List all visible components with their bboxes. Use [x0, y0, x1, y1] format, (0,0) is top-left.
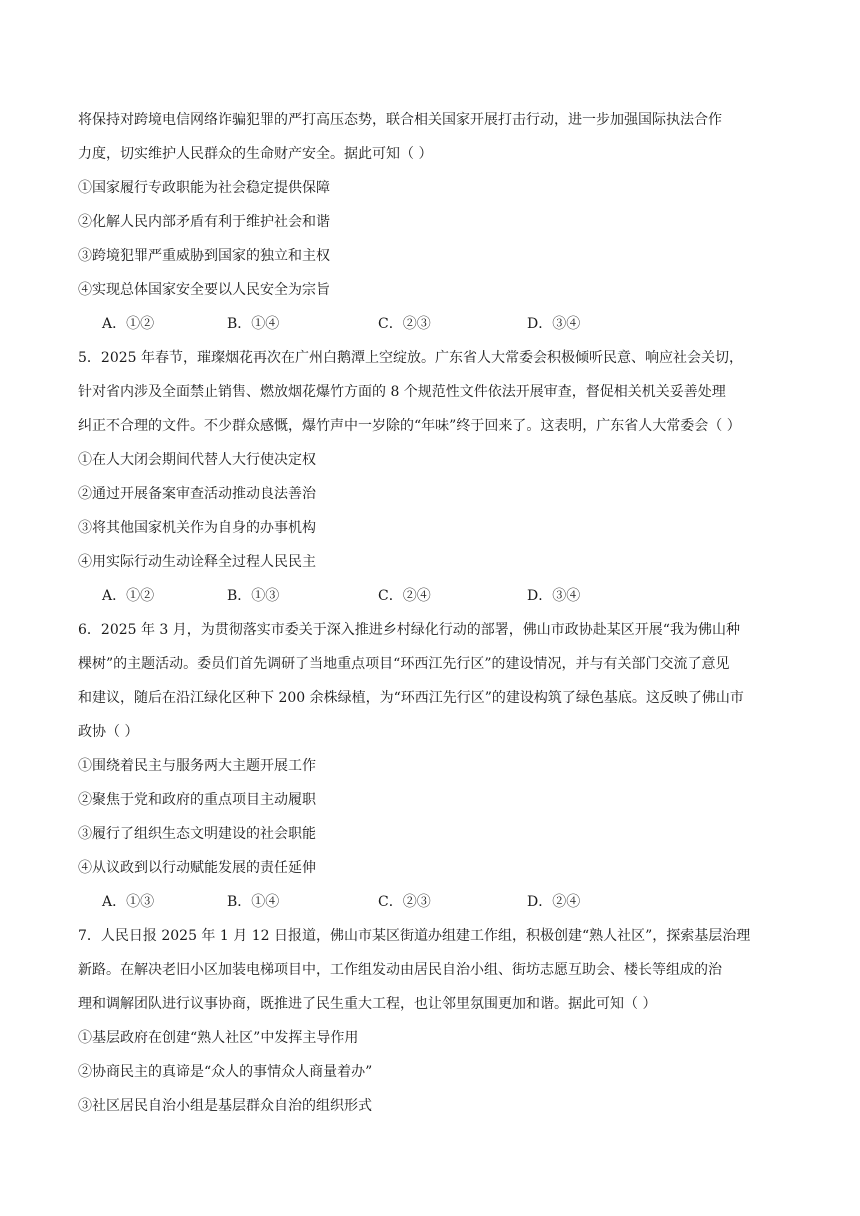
q6-option-d: D．②④ [527, 894, 581, 910]
q6-item-2: ②聚焦于党和政府的重点项目主动履职 [78, 792, 316, 808]
q6-option-c: C．②③ [378, 894, 431, 910]
q6-option-a: A．①③ [102, 894, 155, 910]
q7-stem-line-1: 7．人民日报 2025 年 1 月 12 日报道，佛山市某区街道办组建工作组，积极创建“熟人社区”，探索基层治理 [78, 928, 751, 944]
q6-item-3: ③履行了组织生态文明建设的社会职能 [78, 826, 316, 842]
q4-item-3: ③跨境犯罪严重威胁到国家的独立和主权 [78, 248, 330, 264]
q6-stem-line-4: 政协（ ） [78, 724, 139, 740]
q5-stem-line-3: 纠正不合理的文件。不少群众感慨，爆竹声中一岁除的“年味”终于回来了。这表明，广东省人大常委会（ ） [78, 418, 741, 434]
q4-stem-line-2: 力度，切实维护人民群众的生命财产安全。据此可知（ ） [78, 146, 433, 162]
q7-item-2: ②协商民主的真谛是“众人的事情众人商量着办” [78, 1064, 373, 1080]
q7-item-1: ①基层政府在创建“熟人社区”中发挥主导作用 [78, 1030, 359, 1046]
q4-stem-line-1: 将保持对跨境电信网络诈骗犯罪的严打高压态势，联合相关国家开展打击行动，进一步加强国际执法合作 [78, 112, 722, 128]
q4-item-4: ④实现总体国家安全要以人民安全为宗旨 [78, 282, 330, 298]
q5-item-4: ④用实际行动生动诠释全过程人民民主 [78, 554, 316, 570]
q7-stem-line-3: 理和调解团队进行议事协商，既推进了民生重大工程，也让邻里氛围更加和谐。据此可知（ ） [78, 996, 657, 1012]
q4-option-d: D．③④ [527, 316, 581, 332]
q7-stem-line-2: 新路。在解决老旧小区加装电梯项目中，工作组发动由居民自治小组、街坊志愿互助会、楼长等组成的治 [78, 962, 722, 978]
q5-option-a: A．①② [102, 588, 155, 604]
q5-option-c: C．②④ [378, 588, 431, 604]
q6-stem-line-3: 和建议，随后在沿江绿化区种下 200 余株绿植，为“环西江先行区”的建设构筑了绿色基底。这反映了佛山市 [78, 690, 744, 706]
q5-item-3: ③将其他国家机关作为自身的办事机构 [78, 520, 316, 536]
q6-item-4: ④从议政到以行动赋能发展的责任延伸 [78, 860, 316, 876]
q4-item-1: ①国家履行专政职能为社会稳定提供保障 [78, 180, 330, 196]
q4-option-a: A．①② [102, 316, 155, 332]
q5-item-2: ②通过开展备案审查活动推动良法善治 [78, 486, 316, 502]
q6-stem-line-2: 棵树”的主题活动。委员们首先调研了当地重点项目“环西江先行区”的建设情况，并与有关部门交流了意见 [78, 656, 730, 672]
q4-option-c: C．②③ [378, 316, 431, 332]
q6-item-1: ①围绕着民主与服务两大主题开展工作 [78, 758, 316, 774]
q5-stem-line-2: 针对省内涉及全面禁止销售、燃放烟花爆竹方面的 8 个规范性文件依法开展审查，督促相关机关妥善处理 [78, 384, 726, 400]
q4-option-b: B．①④ [227, 316, 280, 332]
q4-item-2: ②化解人民内部矛盾有利于维护社会和谐 [78, 214, 330, 230]
q5-option-b: B．①③ [227, 588, 280, 604]
q6-option-b: B．①④ [227, 894, 280, 910]
q5-stem-line-1: 5．2025 年春节，璀璨烟花再次在广州白鹅潭上空绽放。广东省人大常委会积极倾听民意、响应社会关切， [78, 350, 743, 366]
q5-item-1: ①在人大闭会期间代替人大行使决定权 [78, 452, 316, 468]
q6-stem-line-1: 6．2025 年 3 月，为贯彻落实市委关于深入推进乡村绿化行动的部署，佛山市政协赴某区开展“我为佛山种 [78, 622, 740, 638]
q5-option-d: D．③④ [527, 588, 581, 604]
q7-item-3: ③社区居民自治小组是基层群众自治的组织形式 [78, 1098, 372, 1114]
